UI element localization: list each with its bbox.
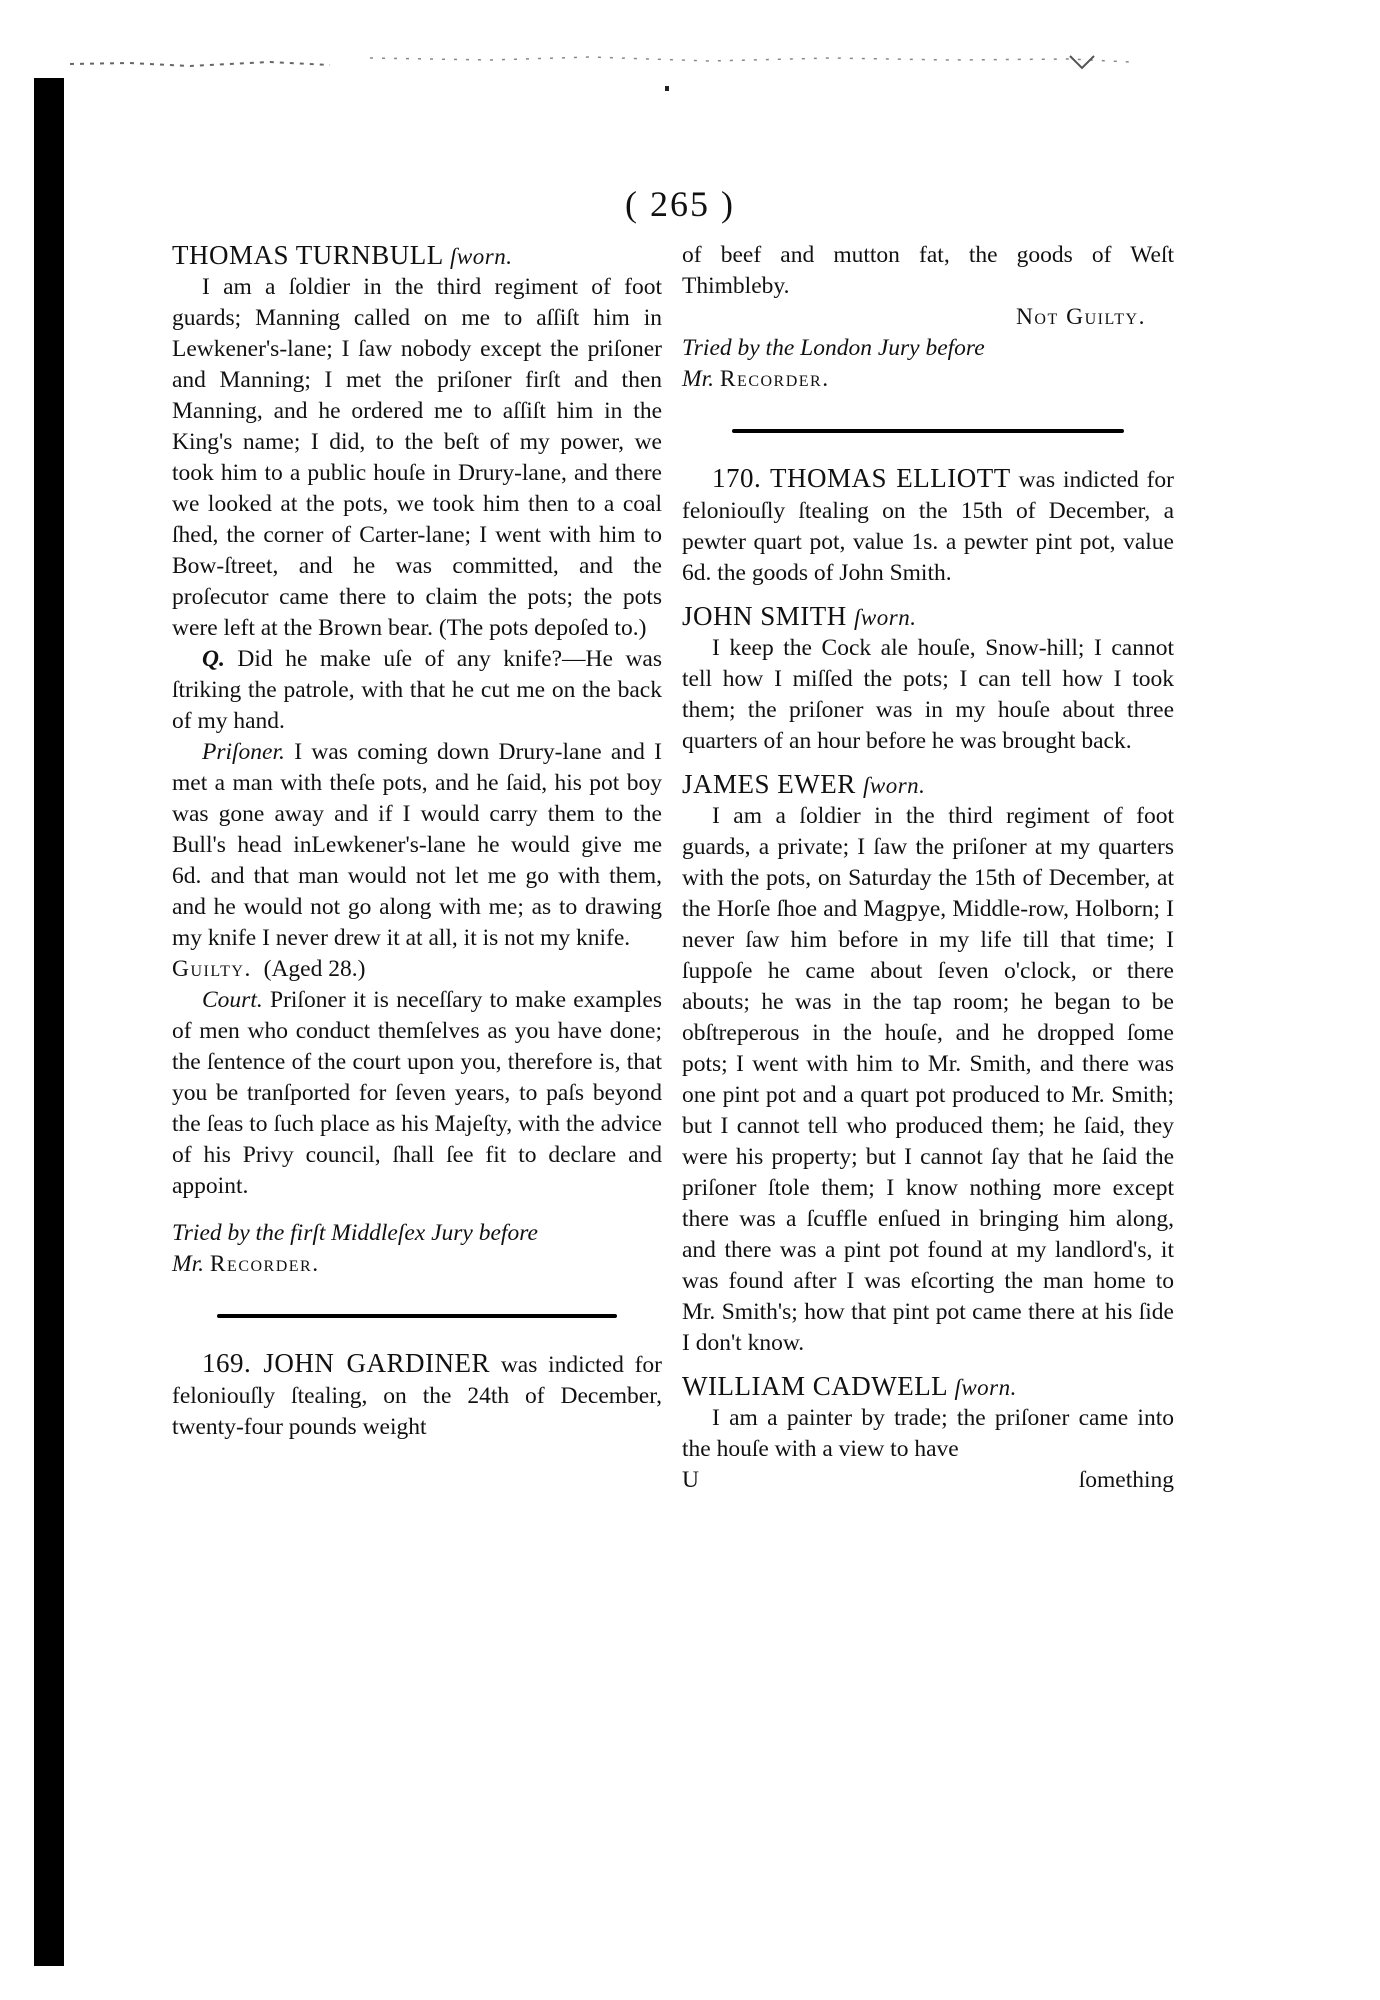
prisoner-statement: I was coming down Drury-lane and I met a man with theſe pots, and he ſaid, his pot boy was gone away and if I would carry them to the Bull's head inLewkener's-lane he would give me 6d. and that man would not let me go with them, and he would not go along with me; as to drawing my knife I never drew it at all, it is not my knife. [172, 739, 662, 951]
recorder-name: Recorder. [209, 1251, 320, 1277]
recorder-line [172, 1249, 662, 1280]
recorder-prefix: Mr. [682, 366, 714, 392]
verdict-age: (Aged 28.) [263, 956, 366, 982]
sworn-label: ſworn. [954, 1375, 1017, 1400]
verdict-guilty [172, 954, 662, 985]
scan-edge-shadow [34, 78, 64, 1966]
witness-heading-turnbull [172, 240, 662, 272]
section-divider [217, 1314, 617, 1318]
case-169-text: was indicted for feloniouſly ſtealing, on the 24th of December, twenty-four pounds weight [172, 1352, 663, 1440]
page-number: ( 265 ) [625, 184, 735, 224]
sworn-label: ſworn. [863, 773, 926, 798]
testimony-cadwell: I am a painter by trade; the priſoner came into the houſe with a view to have [682, 1405, 1174, 1462]
court-paragraph [172, 985, 662, 1202]
catchword: ſomething [1078, 1467, 1174, 1493]
question-paragraph [172, 644, 662, 737]
question-mark: Q. [202, 646, 225, 672]
court-label: Court. [202, 987, 263, 1013]
left-column [172, 240, 662, 1443]
right-column [682, 240, 1174, 1496]
witness-heading-smith [682, 601, 1174, 633]
case-169-paragraph [172, 1348, 662, 1443]
section-divider [732, 429, 1124, 433]
witness-heading-cadwell [682, 1371, 1174, 1403]
prisoner-label: Priſoner. [202, 739, 285, 765]
testimony-turnbull: I am a ſoldier in the third regiment of foot guards; Manning called on me to aſſiſt him in Lewkener's-lane; I ſaw nobody except the priſoner and Manning; I met the priſoner firſt and then Manning, and he ordered me to aſſiſt him in the King's name; I did, to the beſt of my power, we took him to a public houſe in Drury-lane, and there we looked at the pots, we took him then to a coal ſhed, the corner of Carter-lane; I went with him to Bow-ſtreet, and he was committed, and the proſecutor came there to claim the pots; the pots were left at the Brown bear. (The pots depoſed to.) [172, 274, 662, 641]
tried-by-line: Tried by the London Jury before [682, 335, 985, 361]
sworn-label: ſworn. [450, 244, 513, 269]
testimony-smith: I keep the Cock ale houſe, Snow-hill; I cannot tell how I miſſed the pots; I can tell how I took them; the priſoner was in my houſe about three quarters of an hour before he was brought back. [682, 635, 1174, 754]
verdict-text: Not Guilty. [1015, 304, 1146, 330]
verdict-text: Guilty. [172, 956, 252, 982]
scan-noise-top [70, 50, 1310, 80]
witness-name: JAMES EWER [682, 769, 856, 799]
verdict-not-guilty [682, 302, 1174, 333]
page-footer [682, 1465, 1174, 1496]
witness-name: WILLIAM CADWELL [682, 1371, 948, 1401]
continuation-text: of beef and mutton fat, the goods of Weſt Thimbleby. [682, 242, 1174, 299]
recorder-prefix: Mr. [172, 1251, 204, 1277]
case-170-lead: 170. THOMAS ELLIOTT [712, 463, 1011, 493]
case-170-paragraph [682, 463, 1174, 589]
witness-name: JOHN SMITH [682, 601, 847, 631]
sworn-label: ſworn. [854, 605, 917, 630]
ink-speck [665, 86, 669, 91]
prisoner-paragraph [172, 737, 662, 954]
case-169-lead: 169. JOHN GARDINER [202, 1348, 491, 1378]
testimony-ewer: I am a ſoldier in the third regiment of foot guards, a private; I ſaw the priſoner at my quarters with the pots, on Saturday the 15th of December, at the Horſe ſhoe and Magpye, Middle-row, Holborn; I never ſaw him before in my life till that time; I ſuppoſe he came about ſeven o'clock, or there abouts; he was in the tap room; he began to be obſtreperous in the houſe, and he dropped ſome pots; I went with him to Mr. Smith, and there was one pint pot and a quart pot produced to Mr. Smith; but I cannot tell who produced them; he ſaid, they were his property; but I cannot ſay that he ſaid the priſoner ſtole them; I know nothing more except there was a ſcuffle enſued in bringing him along, and there was a pint pot found at my landlord's, it was found after I was eſcorting the man home to Mr. Smith's; how that pint pot came there at his ſide I don't know. [682, 803, 1174, 1356]
recorder-line [682, 364, 1174, 395]
recorder-name: Recorder. [719, 366, 830, 392]
tried-by-line: Tried by the firſt Middleſex Jury before [172, 1220, 538, 1246]
case-170-text: was indicted for feloniouſly ſtealing on the 15th of December, a pewter quart pot, value 1s. a pewter pint pot, value 6d. the goods of John Smith. [682, 467, 1174, 586]
witness-heading-ewer [682, 769, 1174, 801]
witness-name: THOMAS TURNBULL [172, 240, 443, 270]
signature-mark: U [682, 1467, 699, 1493]
question-text: Did he make uſe of any knife?—He was ſtriking the patrole, with that he cut me on the back of my hand. [172, 646, 663, 734]
court-sentence: Priſoner it is neceſſary to make examples of men who conduct themſelves as you have done; the ſentence of the court upon you, therefore is, that you be tranſported for ſeven years, to paſs beyond the ſeas to ſuch place as his Majeſty, with the advice of his Privy council, ſhall ſee fit to declare and appoint. [172, 987, 663, 1199]
